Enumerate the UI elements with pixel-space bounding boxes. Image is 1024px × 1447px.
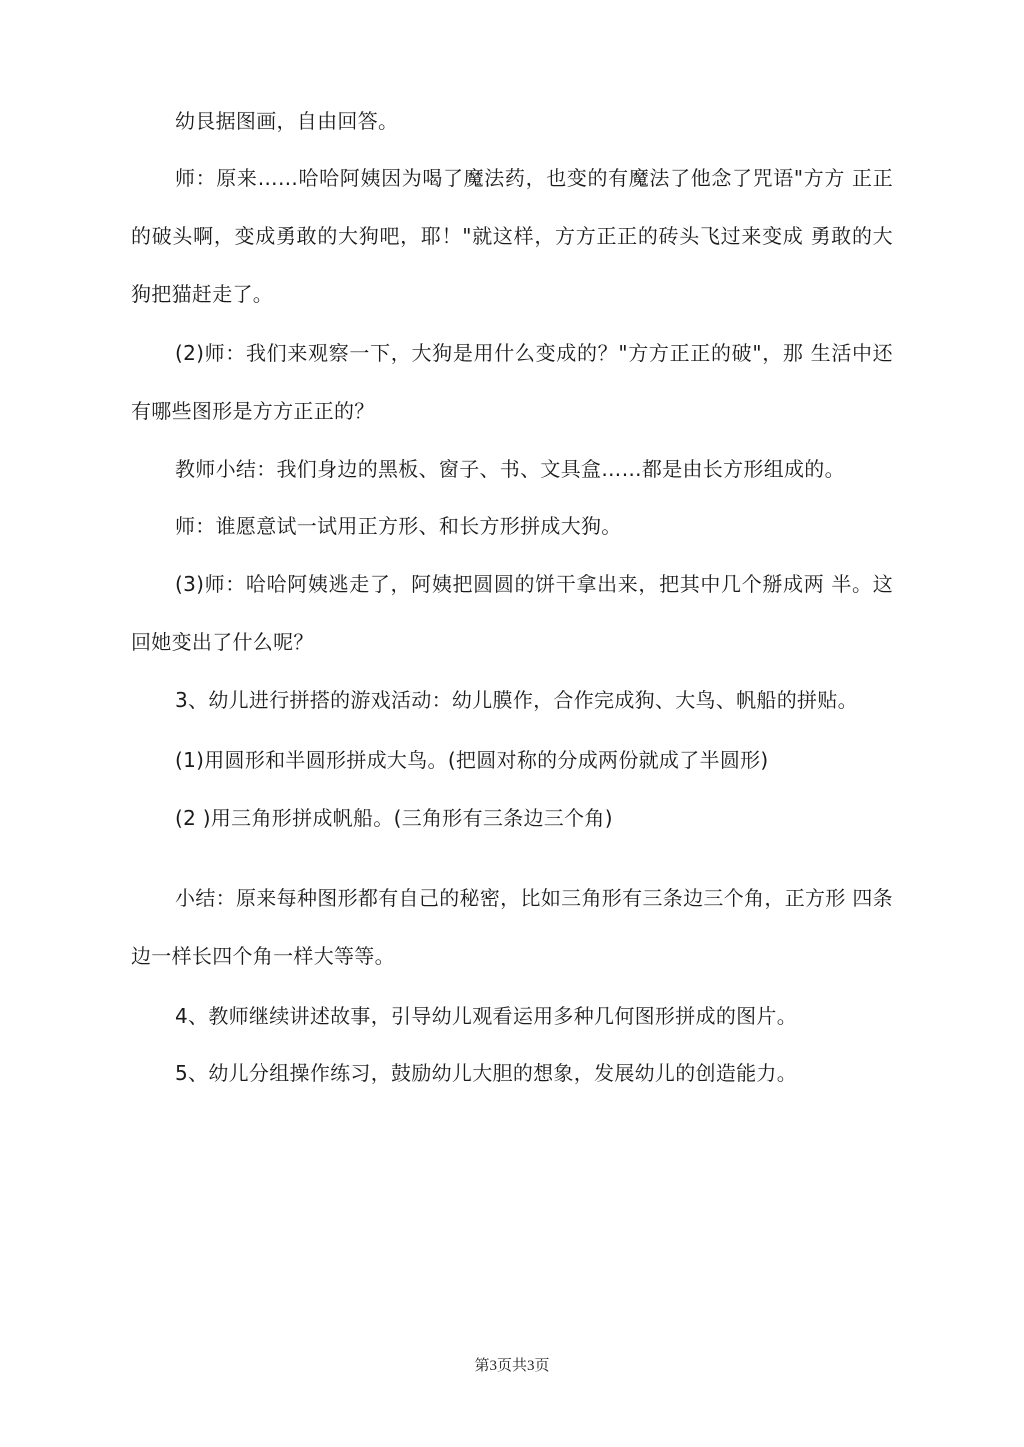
paragraph-10: 小结：原来每种图形都有自己的秘密，比如三角形有三条边三个角，正方形 四条边一样长四个角一样大等等。 <box>131 886 893 968</box>
paragraph-3: (2)师：我们来观察一下，大狗是用什么变成的？"方方正正的破"，那 生活中还有哪些图形是方方正正的？ <box>131 341 893 423</box>
paragraph-11: 4、教师继续讲述故事，引导幼儿观看运用多种几何图形拼成的图片。 <box>175 1004 798 1028</box>
paragraph-9: (2 )用三角形拼成帆船。(三角形有三条边三个角) <box>175 806 613 830</box>
paragraph-7: 3、幼儿进行拼搭的游戏活动：幼儿膜作，合作完成狗、大鸟、帆船的拼贴。 <box>175 688 858 712</box>
paragraph-5: 师：谁愿意试一试用正方形、和长方形拼成大狗。 <box>175 514 622 538</box>
page-number-footer: 第3页共3页 <box>474 1358 550 1374</box>
paragraph-2: 师：原来……哈哈阿姨因为喝了魔法药，也变的有魔法了他念了咒语"方方 正正的破头啊，变成勇敢的大狗吧，耶！"就这样，方方正正的砖头飞过来变成 勇敢的大狗把猫赶走了。 <box>131 166 893 306</box>
paragraph-1: 幼艮据图画，自由回答。 <box>175 109 399 133</box>
paragraph-8: (1)用圆形和半圆形拼成大鸟。(把圆对称的分成两份就成了半圆形) <box>175 748 769 772</box>
paragraph-12: 5、幼儿分组操作练习，鼓励幼儿大胆的想象，发展幼儿的创造能力。 <box>175 1061 798 1085</box>
paragraph-4: 教师小结：我们身边的黑板、窗子、书、文具盒……都是由长方形组成的。 <box>175 457 845 481</box>
paragraph-6: (3)师：哈哈阿姨逃走了，阿姨把圆圆的饼干拿出来，把其中几个掰成两 半。这回她变出了什么呢？ <box>131 572 893 654</box>
